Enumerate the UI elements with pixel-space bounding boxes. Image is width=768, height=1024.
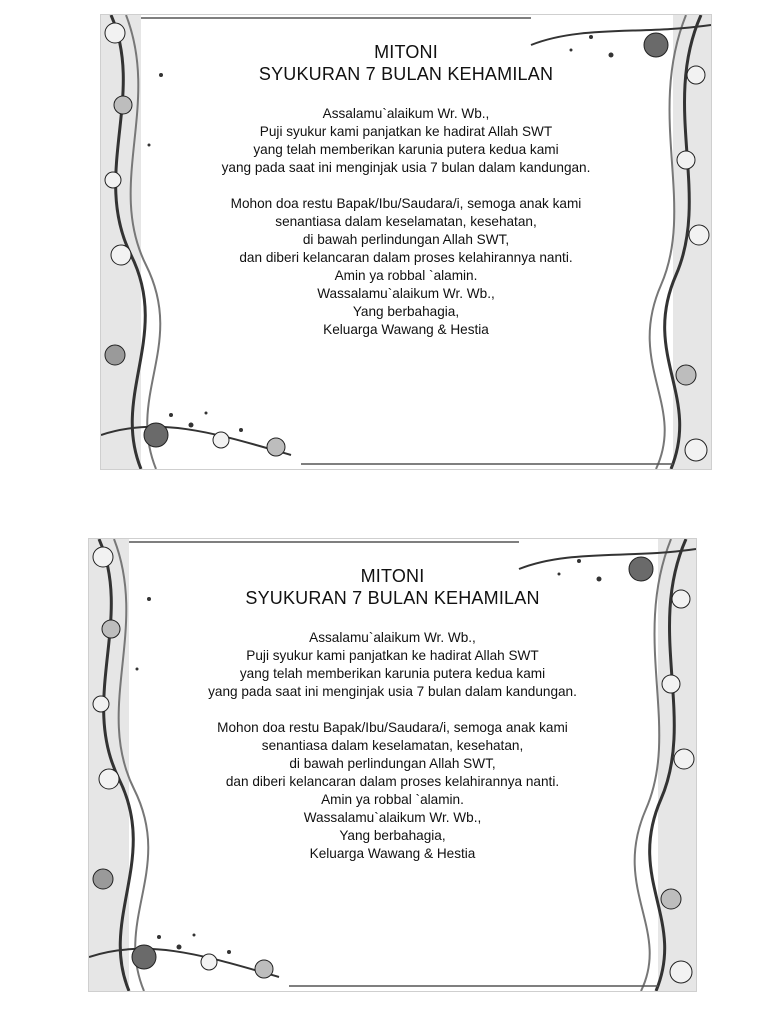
card-title (171, 41, 641, 85)
text-line: Amin ya robbal `alamin. (321, 792, 464, 807)
greeting-paragraph (159, 629, 626, 863)
card-text (171, 41, 641, 339)
text-line: Puji syukur kami panjatkan ke hadirat Allah SWT (246, 648, 539, 663)
text-line: Keluarga Wawang & Hestia (309, 846, 476, 861)
text-line: Wassalamu`alaikum Wr. Wb., (303, 810, 482, 825)
text-line: yang telah memberikan karunia putera kedua kami (253, 142, 559, 157)
text-line: dan diberi kelancaran dalam proses kelahirannya nanti. (239, 250, 573, 265)
text-line: senantiasa dalam keselamatan, kesehatan, (275, 214, 537, 229)
text-line: dan diberi kelancaran dalam proses kelahirannya nanti. (225, 774, 560, 789)
text-line: Assalamu`alaikum Wr. Wb., (309, 630, 476, 645)
text-line: Keluarga Wawang & Hestia (323, 322, 489, 337)
text-line: Puji syukur kami panjatkan ke hadirat Allah SWT (259, 124, 553, 139)
text-line: Yang berbahagia, (339, 828, 446, 843)
text-line: senantiasa dalam keselamatan, kesehatan, (261, 738, 524, 753)
title-line-1: MITONI (374, 42, 438, 62)
text-line: yang telah memberikan karunia putera kedua kami (239, 666, 546, 681)
greeting-paragraph (171, 105, 641, 339)
text-line: di bawah perlindungan Allah SWT, (302, 232, 510, 247)
card-text (159, 565, 626, 863)
title-line-1: MITONI (360, 566, 425, 586)
text-line: Assalamu`alaikum Wr. Wb., (322, 106, 490, 121)
text-line: Amin ya robbal `alamin. (334, 268, 478, 283)
text-line: di bawah perlindungan Allah SWT, (289, 756, 496, 771)
invitation-card-2 (88, 538, 697, 992)
invitation-card-1 (100, 14, 712, 470)
card-title (159, 565, 626, 609)
text-line: Wassalamu`alaikum Wr. Wb., (317, 286, 495, 301)
text-line: Mohon doa restu Bapak/Ibu/Saudara/i, semoga anak kami (217, 720, 568, 735)
title-line-2: SYUKURAN 7 BULAN KEHAMILAN (245, 588, 540, 608)
text-line: yang pada saat ini menginjak usia 7 bulan dalam kandungan. (208, 684, 577, 699)
title-line-2: SYUKURAN 7 BULAN KEHAMILAN (258, 64, 554, 84)
text-line: Yang berbahagia, (352, 304, 460, 319)
text-line: yang pada saat ini menginjak usia 7 bulan dalam kandungan. (221, 160, 591, 175)
text-line: Mohon doa restu Bapak/Ibu/Saudara/i, semoga anak kami (230, 196, 582, 211)
